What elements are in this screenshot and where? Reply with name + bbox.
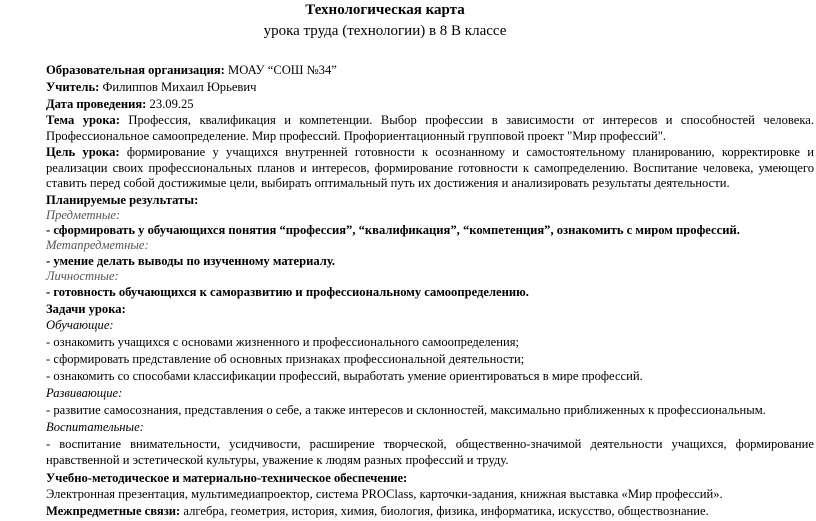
equipment-heading: Учебно-методическое и материально-техническое обеспечение: <box>46 471 408 485</box>
teaching-task-item: - ознакомить учащихся с основами жизненного и профессионального самоопределения; <box>46 335 520 349</box>
educational-tasks-label: Воспитательные: <box>46 420 144 434</box>
results-heading: Планируемые результаты: <box>46 193 199 207</box>
personal-results-item: - готовность обучающихся к саморазвитию и профессиональному самоопределению. <box>46 285 529 299</box>
links-text: алгебра, геометрия, история, химия, биология, физика, информатика, искусство, обществознание. <box>180 504 709 518</box>
goal-text: формирование у учащихся внутренней готовности к осознанному и самостоятельному планированию, корректировке и реализации своих профессиональных планов и интересов, формирование готовности к самопределению. Воспитание человека, умеющего ставить перед собой достижимые цели, выбирать оптимальный путь их достижения и анализировать результаты деятельности. <box>46 145 814 191</box>
topic-label: Тема урока: <box>46 113 120 127</box>
date-value: 23.09.25 <box>146 97 194 111</box>
topic-paragraph <box>46 113 814 144</box>
date-line <box>46 97 194 113</box>
personal-results-label: Личностные: <box>46 269 119 283</box>
document-subtitle: урока труда (технологии) в 8 В классе <box>263 23 507 39</box>
goal-paragraph <box>46 145 814 192</box>
links-label: Межпредметные связи: <box>46 504 181 518</box>
tasks-heading: Задачи урока: <box>46 302 126 316</box>
teaching-task-item: - ознакомить со способами классификации профессий, выработать умение ориентироваться в мире профессий. <box>46 369 643 383</box>
teacher-value: Филиппов Михаил Юрьевич <box>99 80 257 94</box>
developing-tasks-label: Развивающие: <box>46 386 123 400</box>
teaching-task-item: - сформировать представление об основных признаках профессиональной деятельности; <box>46 352 525 366</box>
meta-results-item: - умение делать выводы по изученному материалу. <box>46 254 336 268</box>
meta-results-label: Метапредметные: <box>46 238 149 252</box>
subject-results-item: - сформировать у обучающихся понятия “профессия”, “квалификация”, “компетенция”, ознакомить с миром профессий. <box>46 223 740 237</box>
date-label: Дата проведения: <box>46 97 147 111</box>
equipment-text: Электронная презентация, мультимедиапроектор, система PROClass, карточки-задания, книжная выставка «Мир профессий». <box>46 487 723 501</box>
org-value: МОАУ “СОШ №34” <box>224 63 337 77</box>
topic-text: Профессия, квалификация и компетенции. Выбор профессии в зависимости от интересов и способностей человека. Профессиональное самоопределение. Мир профессий. Профориентационный групповой проект "Мир профессий". <box>46 113 815 143</box>
links-line <box>46 504 709 520</box>
educational-task-item: - воспитание внимательности, усидчивости, расширение творческой, общественно-значимой деятельности учащихся, формирование нравственной и эстетической культуры, уважение к людям разных профессий и труду. <box>46 437 814 467</box>
developing-task-item: - развитие самосознания, представления о себе, а также интересов и склонностей, максимально приближенных к профессиональным. <box>46 403 766 417</box>
teaching-tasks-label: Обучающие: <box>46 318 114 332</box>
org-label: Образовательная организация: <box>46 63 225 77</box>
subject-results-label: Предметные: <box>46 208 121 222</box>
goal-label: Цель урока: <box>46 145 120 159</box>
org-line <box>46 63 337 79</box>
document-title: Технологическая карта <box>305 2 465 18</box>
teacher-label: Учитель: <box>46 80 100 94</box>
teacher-line <box>46 80 256 96</box>
